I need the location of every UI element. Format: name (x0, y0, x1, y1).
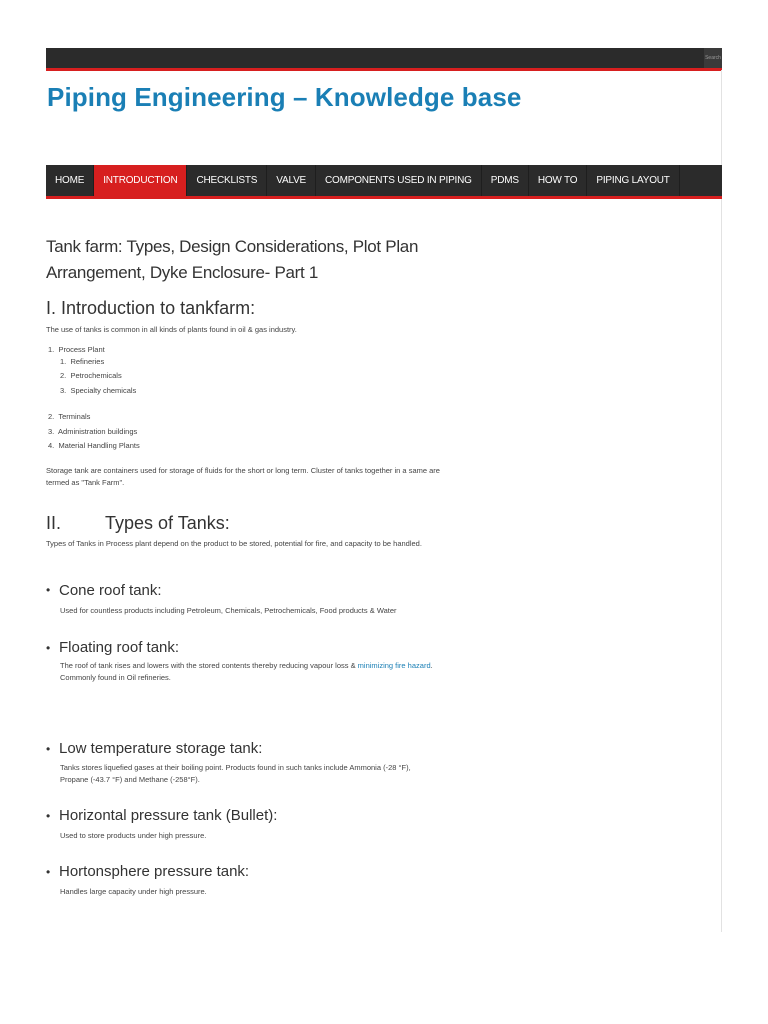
tank-type-desc: Handles large capacity under high pressure. (60, 887, 207, 896)
site-title[interactable]: Piping Engineering – Knowledge base (47, 82, 522, 112)
tank-type-title: Hortonsphere pressure tank: (59, 863, 250, 880)
types-intro-paragraph: Types of Tanks in Process plant depend on the product to be stored, potential for fire, and capacity to be handled. (46, 539, 422, 548)
top-bar (46, 48, 722, 71)
hazard-link[interactable]: minimizing fire hazard (357, 661, 431, 670)
bullet-icon: • (46, 809, 51, 823)
nav-item-components[interactable]: COMPONENTS USED IN PIPING (316, 165, 482, 196)
tank-type-desc: Used for countless products including Petroleum, Chemicals, Petrochemicals, Food products & Water (60, 606, 397, 615)
definition-paragraph: Storage tank are containers used for storage of fluids for the short or long term. Cluster of tanks together in a same are termed as "Tank Farm". (46, 466, 440, 487)
tank-type-desc: The roof of tank rises and lowers with the stored contents thereby reducing vapour loss & minimizing fire hazard. Commonly found in Oil refineries. (60, 661, 433, 682)
main-nav (46, 165, 722, 199)
tank-type-title: Cone roof tank: (59, 582, 162, 599)
nav-item-valve[interactable]: VALVE (267, 165, 316, 196)
tank-type-title: Floating roof tank: (59, 639, 180, 656)
post-title: Tank farm: Types, Design Considerations, Plot Plan Arrangement, Dyke Enclosure- Part 1 (46, 237, 419, 282)
list-item: 1. Refineries (60, 357, 105, 366)
sidebar-divider (721, 70, 722, 932)
bullet-icon: • (46, 583, 51, 597)
nav-item-pdms[interactable]: PDMS (482, 165, 529, 196)
list-item: 3. Administration buildings (48, 427, 138, 436)
list-item: 1. Process Plant (48, 345, 105, 354)
bullet-icon: • (46, 641, 51, 655)
list-item: 3. Specialty chemicals (60, 386, 137, 395)
bullet-icon: • (46, 865, 51, 879)
list-item: 2. Petrochemicals (60, 371, 122, 380)
search-input[interactable]: Search (704, 48, 722, 68)
bullet-icon: • (46, 742, 51, 756)
tank-type-desc: Used to store products under high pressure. (60, 831, 207, 840)
nav-item-piping-layout[interactable]: PIPING LAYOUT (587, 165, 679, 196)
tank-type-desc: Tanks stores liquefied gases at their boiling point. Products found in such tanks include Ammonia (-28 °F), Propane (-43.7 °F) and Methane (-258°F). (60, 763, 411, 784)
nav-item-introduction[interactable]: INTRODUCTION (94, 165, 187, 196)
nav-item-checklists[interactable]: CHECKLISTS (187, 165, 267, 196)
nav-item-how-to[interactable]: HOW TO (529, 165, 588, 196)
section-heading-types: II. Types of Tanks: (46, 513, 230, 533)
list-item: 2. Terminals (48, 412, 91, 421)
section-heading-introduction: I. Introduction to tankfarm: (46, 298, 256, 318)
nav-item-home[interactable]: HOME (46, 165, 94, 196)
list-item: 4. Material Handling Plants (48, 441, 140, 450)
tank-type-title: Low temperature storage tank: (59, 740, 263, 757)
intro-paragraph: The use of tanks is common in all kinds of plants found in oil & gas industry. (46, 325, 297, 334)
tank-type-title: Horizontal pressure tank (Bullet): (59, 807, 278, 824)
